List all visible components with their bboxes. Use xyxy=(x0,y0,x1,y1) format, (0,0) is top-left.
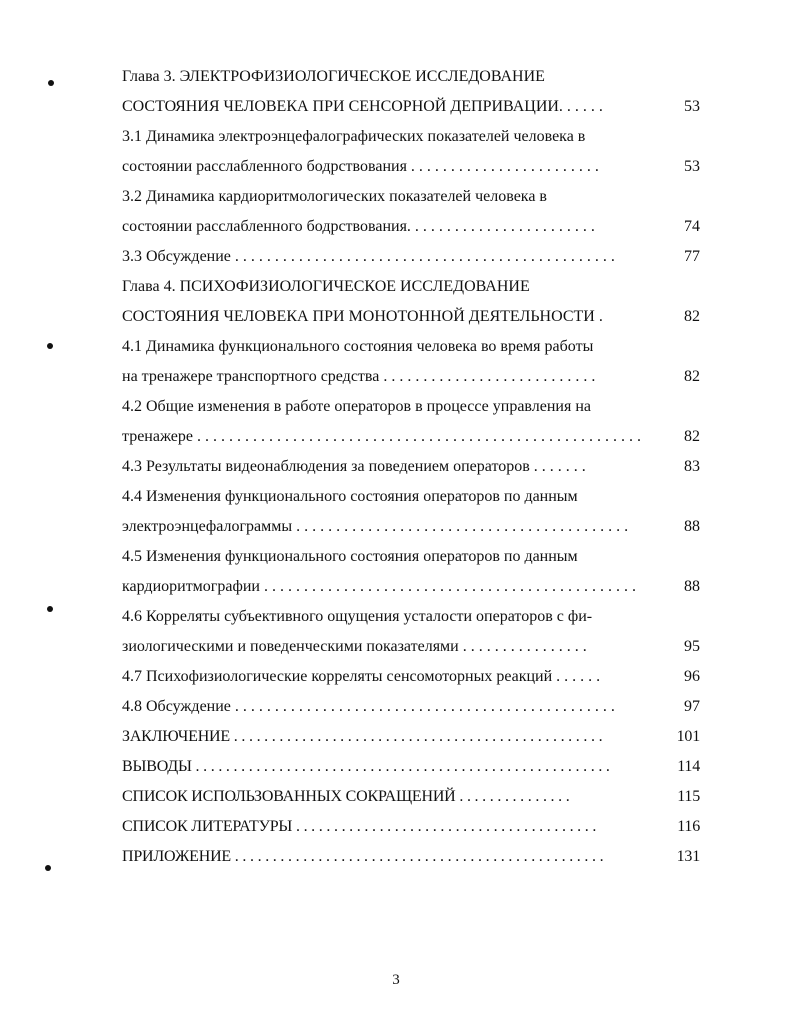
toc-entry-text: 4.4 Изменения функционального состояния операторов по данным xyxy=(122,488,578,505)
toc-entry-page: 82 xyxy=(684,308,700,325)
toc-entry-text: 4.6 Корреляты субъективного ощущения усталости операторов с фи- xyxy=(122,608,593,625)
toc-line xyxy=(122,242,700,272)
binder-hole-mark xyxy=(47,606,53,612)
toc-line xyxy=(122,752,700,782)
toc-entry-text: СОСТОЯНИЯ ЧЕЛОВЕКА ПРИ СЕНСОРНОЙ ДЕПРИВАЦИИ. . . . . . xyxy=(122,98,603,115)
toc-line xyxy=(122,782,700,812)
toc-entry-page: 116 xyxy=(677,818,700,835)
toc-line xyxy=(122,512,700,542)
toc-entry-page: 88 xyxy=(684,578,700,595)
toc-entry-page: 82 xyxy=(684,368,700,385)
toc-entry-page: 101 xyxy=(676,728,700,745)
toc-entry-page: 95 xyxy=(684,638,700,655)
toc-entry-text: 3.2 Динамика кардиоритмологических показателей человека в xyxy=(122,188,547,205)
toc-entry-text: СОСТОЯНИЯ ЧЕЛОВЕКА ПРИ МОНОТОННОЙ ДЕЯТЕЛЬНОСТИ . xyxy=(122,308,603,325)
toc-line xyxy=(122,332,700,362)
toc-line xyxy=(122,182,700,212)
toc-line xyxy=(122,722,700,752)
toc-entry-text: ЗАКЛЮЧЕНИЕ . . . . . . . . . . . . . . . . . . . . . . . . . . . . . . . . . . . . . . . . . . . . . . . . . xyxy=(122,728,603,745)
toc-entry-text: 4.7 Психофизиологические корреляты сенсомоторных реакций . . . . . . xyxy=(122,668,601,685)
page-number: 3 xyxy=(392,972,400,988)
toc-line xyxy=(122,302,700,332)
toc-entry-text: состоянии расслабленного бодрствования . . . . . . . . . . . . . . . . . . . . . . . . xyxy=(122,158,599,175)
toc-entry-text: 4.2 Общие изменения в работе операторов в процессе управления на xyxy=(122,398,591,415)
toc-line xyxy=(122,392,700,422)
toc-entry-page: 115 xyxy=(677,788,700,805)
toc-line xyxy=(122,572,700,602)
toc-entry-page: 53 xyxy=(684,158,700,175)
toc-entry-text: 4.8 Обсуждение . . . . . . . . . . . . . . . . . . . . . . . . . . . . . . . . . . . . . . . . . . . . . . . . xyxy=(122,698,615,715)
toc-entry-text: 3.3 Обсуждение . . . . . . . . . . . . . . . . . . . . . . . . . . . . . . . . . . . . . . . . . . . . . . . . xyxy=(122,248,615,265)
toc-line xyxy=(122,452,700,482)
table-of-contents xyxy=(122,62,700,872)
toc-line xyxy=(122,212,700,242)
toc-entry-text: СПИСОК ИСПОЛЬЗОВАННЫХ СОКРАЩЕНИЙ . . . . . . . . . . . . . . . xyxy=(122,788,570,805)
toc-line xyxy=(122,482,700,512)
toc-entry-page: 74 xyxy=(684,218,700,235)
toc-entry-text: 3.1 Динамика электроэнцефалографических показателей человека в xyxy=(122,128,586,145)
toc-entry-text: СПИСОК ЛИТЕРАТУРЫ . . . . . . . . . . . . . . . . . . . . . . . . . . . . . . . . . . . . . . . . xyxy=(122,818,597,835)
toc-entry-page: 97 xyxy=(684,698,700,715)
toc-entry-text: Глава 4. ПСИХОФИЗИОЛОГИЧЕСКОЕ ИССЛЕДОВАНИЕ xyxy=(122,278,530,295)
toc-line xyxy=(122,632,700,662)
toc-line xyxy=(122,692,700,722)
toc-line xyxy=(122,842,700,872)
binder-hole-mark xyxy=(48,80,54,86)
toc-entry-text: Глава 3. ЭЛЕКТРОФИЗИОЛОГИЧЕСКОЕ ИССЛЕДОВАНИЕ xyxy=(122,68,545,85)
toc-line xyxy=(122,362,700,392)
toc-entry-page: 96 xyxy=(684,668,700,685)
toc-entry-page: 83 xyxy=(684,458,700,475)
toc-entry-text: электроэнцефалограммы . . . . . . . . . . . . . . . . . . . . . . . . . . . . . . . . . . . . . . . . . . xyxy=(122,518,629,535)
toc-line xyxy=(122,422,700,452)
toc-entry-text: тренажере . . . . . . . . . . . . . . . . . . . . . . . . . . . . . . . . . . . . . . . . . . . . . . . . . . . . . . . . xyxy=(122,428,641,445)
toc-line xyxy=(122,122,700,152)
toc-line xyxy=(122,92,700,122)
toc-line xyxy=(122,602,700,632)
toc-line xyxy=(122,152,700,182)
toc-entry-page: 77 xyxy=(684,248,700,265)
toc-entry-page: 53 xyxy=(684,98,700,115)
toc-entry-text: ПРИЛОЖЕНИЕ . . . . . . . . . . . . . . . . . . . . . . . . . . . . . . . . . . . . . . . . . . . . . . . . . xyxy=(122,848,604,865)
toc-entry-text: кардиоритмографии . . . . . . . . . . . . . . . . . . . . . . . . . . . . . . . . . . . . . . . . . . . . . . . xyxy=(122,578,636,595)
toc-entry-text: 4.1 Динамика функционального состояния человека во время работы xyxy=(122,338,594,355)
toc-line xyxy=(122,62,700,92)
toc-entry-text: состоянии расслабленного бодрствования. . . . . . . . . . . . . . . . . . . . . . . . xyxy=(122,218,595,235)
toc-entry-page: 114 xyxy=(677,758,700,775)
toc-line xyxy=(122,662,700,692)
toc-line xyxy=(122,272,700,302)
toc-entry-text: ВЫВОДЫ . . . . . . . . . . . . . . . . . . . . . . . . . . . . . . . . . . . . . . . . . . . . . . . . . . . . . . . xyxy=(122,758,610,775)
toc-entry-text: зиологическими и поведенческими показателями . . . . . . . . . . . . . . . . xyxy=(122,638,587,655)
toc-entry-text: на тренажере транспортного средства . . . . . . . . . . . . . . . . . . . . . . . . . . . xyxy=(122,368,596,385)
toc-entry-page: 82 xyxy=(684,428,700,445)
toc-entry-text: 4.3 Результаты видеонаблюдения за поведением операторов . . . . . . . xyxy=(122,458,586,475)
toc-line xyxy=(122,542,700,572)
toc-entry-page: 88 xyxy=(684,518,700,535)
toc-line xyxy=(122,812,700,842)
toc-entry-page: 131 xyxy=(676,848,700,865)
binder-hole-mark xyxy=(45,865,51,871)
binder-hole-mark xyxy=(47,343,53,349)
toc-entry-text: 4.5 Изменения функционального состояния операторов по данным xyxy=(122,548,578,565)
